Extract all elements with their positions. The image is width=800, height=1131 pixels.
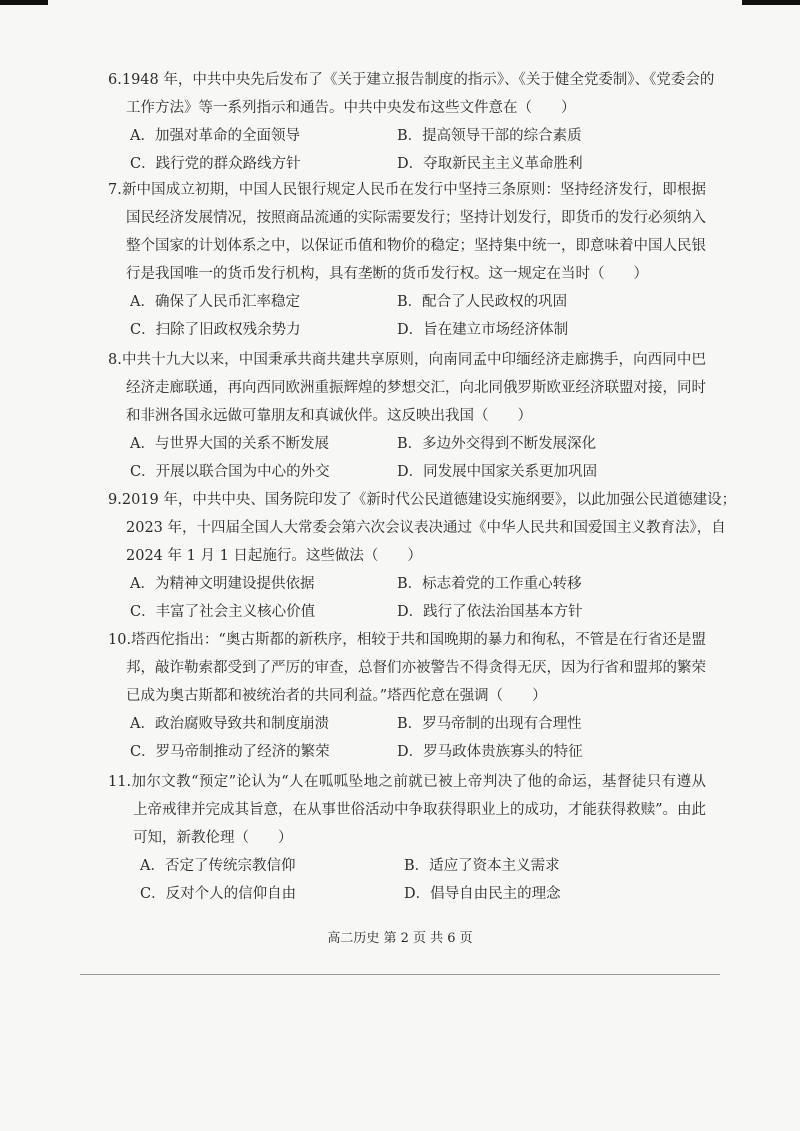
question-stem-text: 塔西佗指出：“奥古斯都的新秩序，相较于共和国晚期的暴力和徇私，不管是在行省还是盟 — [131, 632, 706, 648]
option-d[interactable]: D．旨在建立市场经济体制 — [397, 322, 569, 338]
question-11 — [108, 768, 706, 908]
option-d[interactable]: D．践行了依法治国基本方针 — [397, 604, 583, 620]
page-footer: 高二历史 第 2 页 共 6 页 — [327, 931, 473, 946]
question-stem-line: 2023 年，十四届全国人大常委会第六次会议表决通过《中华人民共和国爱国主义教育法》，自 — [126, 520, 726, 536]
option-b[interactable]: B．配合了人民政权的巩固 — [397, 294, 568, 310]
option-c[interactable]: C．丰富了社会主义核心价值 — [130, 604, 316, 620]
option-b[interactable]: B．罗马帝制的出现有合理性 — [397, 716, 582, 732]
question-number: 7. — [108, 182, 122, 198]
question-stem-text: 中共十九大以来，中国秉承共商共建共享原则，向南同孟中印缅经济走廊携手，向西同中巴 — [121, 352, 706, 368]
question-number: 6. — [108, 72, 122, 88]
question-stem-line — [108, 768, 706, 796]
question-stem-line — [108, 486, 737, 514]
question-stem-line: 可知，新教伦理（ ） — [133, 830, 293, 846]
options-row — [108, 880, 706, 908]
question-number: 11. — [108, 774, 132, 790]
option-d[interactable]: D．夺取新民主主义革命胜利 — [397, 156, 583, 172]
scan-edge-mark — [0, 0, 48, 5]
option-b[interactable]: B．标志着党的工作重心转移 — [397, 576, 582, 592]
question-stem-line: 国民经济发展情况，按照商品流通的实际需要发行；坚持计划发行，即货币的发行必须纳入 — [126, 210, 706, 226]
options-row — [108, 852, 706, 880]
option-a[interactable]: A．与世界大国的关系不断发展 — [130, 436, 329, 452]
scan-edge-mark — [742, 0, 800, 5]
question-stem-text: 加尔文教“预定”论认为“人在呱呱坠地之前就已被上帝判决了他的命运，基督徒只有遵从 — [131, 774, 706, 790]
option-c[interactable]: C．扫除了旧政权残余势力 — [130, 322, 301, 338]
options-row — [108, 738, 706, 766]
option-a[interactable]: A．否定了传统宗教信仰 — [140, 858, 296, 874]
question-6 — [108, 66, 715, 178]
question-stem-line: 工作方法》等一系列指示和通告。中共中央发布这些文件意在（ ） — [126, 100, 576, 116]
option-a[interactable]: A．加强对革命的全面领导 — [130, 128, 300, 144]
question-stem-line: 和非洲各国永远做可靠朋友和真诚伙伴。这反映出我国（ ） — [126, 408, 532, 424]
question-stem-line: 2024 年 1 月 1 日起施行。这些做法（ ） — [126, 548, 422, 564]
options-row — [108, 122, 706, 150]
option-c[interactable]: C．践行党的群众路线方针 — [130, 156, 301, 172]
question-stem-text: 新中国成立初期，中国人民银行规定人民币在发行中坚持三条原则：坚持经济发行，即根据 — [121, 182, 706, 198]
question-7 — [108, 176, 706, 344]
option-a[interactable]: A．为精神文明建设提供依据 — [130, 576, 315, 592]
option-b[interactable]: B．多边外交得到不断发展深化 — [397, 436, 597, 452]
options-row — [108, 598, 706, 626]
question-stem-line: 已成为奥古斯都和被统治者的共同利益。”塔西佗意在强调（ ） — [126, 688, 547, 704]
options-row — [108, 710, 706, 738]
option-d[interactable]: D．同发展中国家关系更加巩固 — [397, 464, 598, 480]
options-row — [108, 150, 706, 178]
option-d[interactable]: D．罗马政体贵族寡头的特征 — [397, 744, 583, 760]
question-number: 8. — [108, 352, 122, 368]
question-stem-line: 上帝戒律并完成其旨意，在从事世俗活动中争取获得职业上的成功，才能获得救赎”。由此 — [133, 802, 706, 818]
options-row — [108, 430, 706, 458]
options-row — [108, 458, 706, 486]
option-b[interactable]: B．提高领导干部的综合素质 — [397, 128, 582, 144]
option-c[interactable]: C．反对个人的信仰自由 — [140, 886, 297, 902]
question-10 — [108, 626, 706, 766]
question-stem-text: 1948 年，中共中央先后发布了《关于建立报告制度的指示》、《关于健全党委制》、《党委会的 — [121, 72, 715, 88]
question-stem-line: 经济走廊联通，再向西同欧洲重振辉煌的梦想交汇，向北同俄罗斯欧亚经济联盟对接，同时 — [126, 380, 706, 396]
option-b[interactable]: B．适应了资本主义需求 — [404, 858, 560, 874]
options-row — [108, 288, 706, 316]
question-stem-line — [108, 176, 706, 204]
question-stem-line: 邦，敲诈勒索都受到了严厉的审查，总督们亦被警告不得贪得无厌，因为行省和盟邦的繁荣 — [126, 660, 706, 676]
option-d[interactable]: D．倡导自由民主的理念 — [404, 886, 561, 902]
option-a[interactable]: A．政治腐败导致共和制度崩溃 — [130, 716, 329, 732]
question-stem-line: 行是我国唯一的货币发行机构，具有垄断的货币发行权。这一规定在当时（ ） — [126, 266, 648, 282]
option-a[interactable]: A．确保了人民币汇率稳定 — [130, 294, 300, 310]
footer-divider — [80, 974, 720, 975]
question-8 — [108, 346, 706, 486]
question-stem-line — [108, 626, 706, 654]
option-c[interactable]: C．罗马帝制推动了经济的繁荣 — [130, 744, 330, 760]
question-stem-line — [108, 66, 715, 94]
question-number: 9. — [108, 492, 122, 508]
question-9 — [108, 486, 737, 626]
options-row — [108, 570, 706, 598]
option-c[interactable]: C．开展以联合国为中心的外交 — [130, 464, 330, 480]
question-stem-text: 2019 年，中共中央、国务院印发了《新时代公民道德建设实施纲要》，以此加强公民道德建设； — [121, 492, 737, 508]
options-row — [108, 316, 706, 344]
question-number: 10. — [108, 632, 132, 648]
question-stem-line — [108, 346, 706, 374]
question-stem-line: 整个国家的计划体系之中，以保证币值和物价的稳定；坚持集中统一，即意味着中国人民银 — [126, 238, 706, 254]
